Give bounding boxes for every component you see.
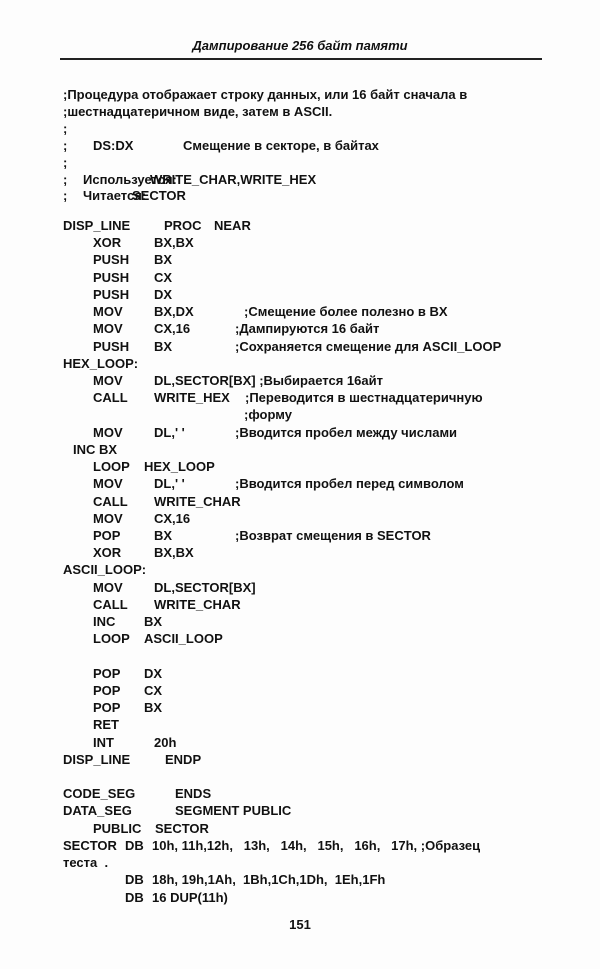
code-op: POP: [93, 682, 121, 698]
code-arg: 18h, 19h,1Ah, 1Bh,1Ch,1Dh, 1Eh,1Fh: [152, 872, 386, 888]
code-arg: DX: [154, 286, 173, 302]
code-arg: HEX_LOOP: [144, 459, 215, 475]
code-op: MOV: [93, 579, 123, 595]
code-lab: CODE_SEG: [63, 786, 136, 802]
code-arg: BX,BX: [154, 545, 194, 561]
code-cmt: ;Смещение более полезно в BX: [244, 304, 448, 320]
code-lab: ;: [63, 137, 68, 153]
code-arg: BX: [144, 614, 163, 630]
code-cmt: ;Вводится пробел перед символом: [235, 476, 464, 492]
code-arg: BX: [154, 527, 173, 543]
code-lab: SECTOR: [63, 837, 117, 853]
running-head: Дампирование 256 байт памяти: [192, 38, 408, 53]
code-arg: BX: [144, 700, 163, 716]
code-ind: Читается:: [83, 188, 147, 204]
code-lab: ;: [63, 188, 68, 204]
code-arg: CX: [154, 269, 173, 285]
code-arg: BX,DX: [154, 304, 194, 320]
code-arg: BX: [154, 252, 173, 268]
code-ind: DB: [125, 872, 144, 888]
code-arg: CX,16: [154, 321, 191, 337]
code-arg: DL,' ': [154, 476, 185, 492]
code-arg: DL,SECTOR[BX]: [154, 579, 256, 595]
code-ind: DB: [125, 837, 144, 853]
code-op: XOR: [93, 235, 122, 251]
code-arg: ENDP: [165, 751, 202, 767]
code-op: PUBLIC: [93, 820, 142, 836]
code-op: POP: [93, 527, 121, 543]
code-ind: DB: [125, 889, 144, 905]
code-arg: 10h, 11h,12h, 13h, 14h, 15h, 16h, 17h, ;Образец: [152, 837, 481, 853]
code-op: PUSH: [93, 286, 130, 302]
code-lab: DISP_LINE: [63, 218, 131, 233]
code-op: INT: [93, 734, 114, 750]
code-op: LOOP: [93, 459, 130, 475]
code-arg: 20h: [154, 734, 177, 750]
code-op: PUSH: [93, 338, 130, 354]
code-arg: SECTOR: [132, 188, 186, 204]
code-op: LOOP: [93, 631, 130, 647]
code-arg: WRITE_CHAR: [154, 596, 241, 612]
code-op: MOV: [93, 304, 123, 320]
code-arg: NEAR: [214, 218, 251, 233]
code-op: MOV: [93, 476, 123, 492]
code-arg: ASCII_LOOP: [144, 631, 223, 647]
header-rule: [60, 58, 542, 60]
code-op: PUSH: [93, 252, 130, 268]
code-op: CALL: [93, 596, 128, 612]
code-lab: теста .: [63, 855, 109, 871]
code-lab: DISP_LINE: [63, 751, 131, 767]
page-number: 151: [289, 917, 311, 932]
code-arg: DL,SECTOR[BX] ;Выбирается 16айт: [154, 372, 383, 388]
code-arg: DL,' ': [154, 424, 185, 440]
code-cmt: ;Сохраняется смещение для ASCII_LOOP: [235, 338, 502, 354]
code-arg: SEGMENT PUBLIC: [175, 803, 292, 819]
code-arg: WRITE_CHAR: [154, 493, 241, 509]
code-ind: Используется:: [83, 171, 177, 187]
code-cmt: Смещение в секторе, в байтах: [183, 137, 379, 153]
code-lab: ;Процедура отображает строку данных, или 16 байт сначала в: [63, 87, 468, 102]
code-arg: CX: [144, 682, 163, 698]
code-op: CALL: [93, 390, 128, 406]
code-op: CALL: [93, 493, 128, 509]
code-lab: DATA_SEG: [63, 803, 132, 819]
code-op: POP: [93, 665, 121, 681]
code-arg: 16 DUP(11h): [152, 889, 228, 905]
code-op: INC: [93, 614, 116, 630]
code-arg: BX,BX: [154, 235, 194, 251]
code-op: POP: [93, 700, 121, 716]
code-cmt: ;Переводится в шестнадцатеричную: [245, 390, 483, 406]
code-lab: ;: [63, 120, 68, 136]
code-op: RET: [93, 717, 119, 733]
code-lab: ;: [63, 171, 68, 187]
code-cmt: ;Возврат смещения в SECTOR: [235, 527, 431, 543]
code-cmt: ;Вводится пробел между числами: [235, 424, 458, 440]
code-arg: WRITE_CHAR,WRITE_HEX: [150, 171, 317, 187]
code-op: MOV: [93, 372, 123, 388]
code-arg: SECTOR: [155, 820, 209, 836]
code-lab: ;: [63, 154, 68, 170]
code-lab: ASCII_LOOP:: [63, 562, 147, 578]
code-op: DS:DX: [93, 137, 134, 153]
code-arg: DX: [144, 665, 163, 681]
code-op: MOV: [93, 321, 123, 337]
code-arg: ENDS: [175, 786, 212, 802]
code-lab: ;шестнадцатеричном виде, затем в ASCII.: [63, 103, 333, 119]
code-arg: BX: [154, 338, 173, 354]
code-op: MOV: [93, 424, 123, 440]
code-lab: HEX_LOOP:: [63, 355, 139, 371]
code-arg: WRITE_HEX: [154, 390, 230, 406]
code-cmt: ;форму: [244, 407, 292, 423]
code-cmt: ;Дампируются 16 байт: [235, 321, 380, 337]
code-op: XOR: [93, 545, 122, 561]
code-op: PROC: [164, 218, 202, 233]
code-op: PUSH: [93, 269, 130, 285]
code-arg: CX,16: [154, 510, 191, 526]
code-ind: INC BX: [73, 441, 118, 457]
code-op: MOV: [93, 510, 123, 526]
